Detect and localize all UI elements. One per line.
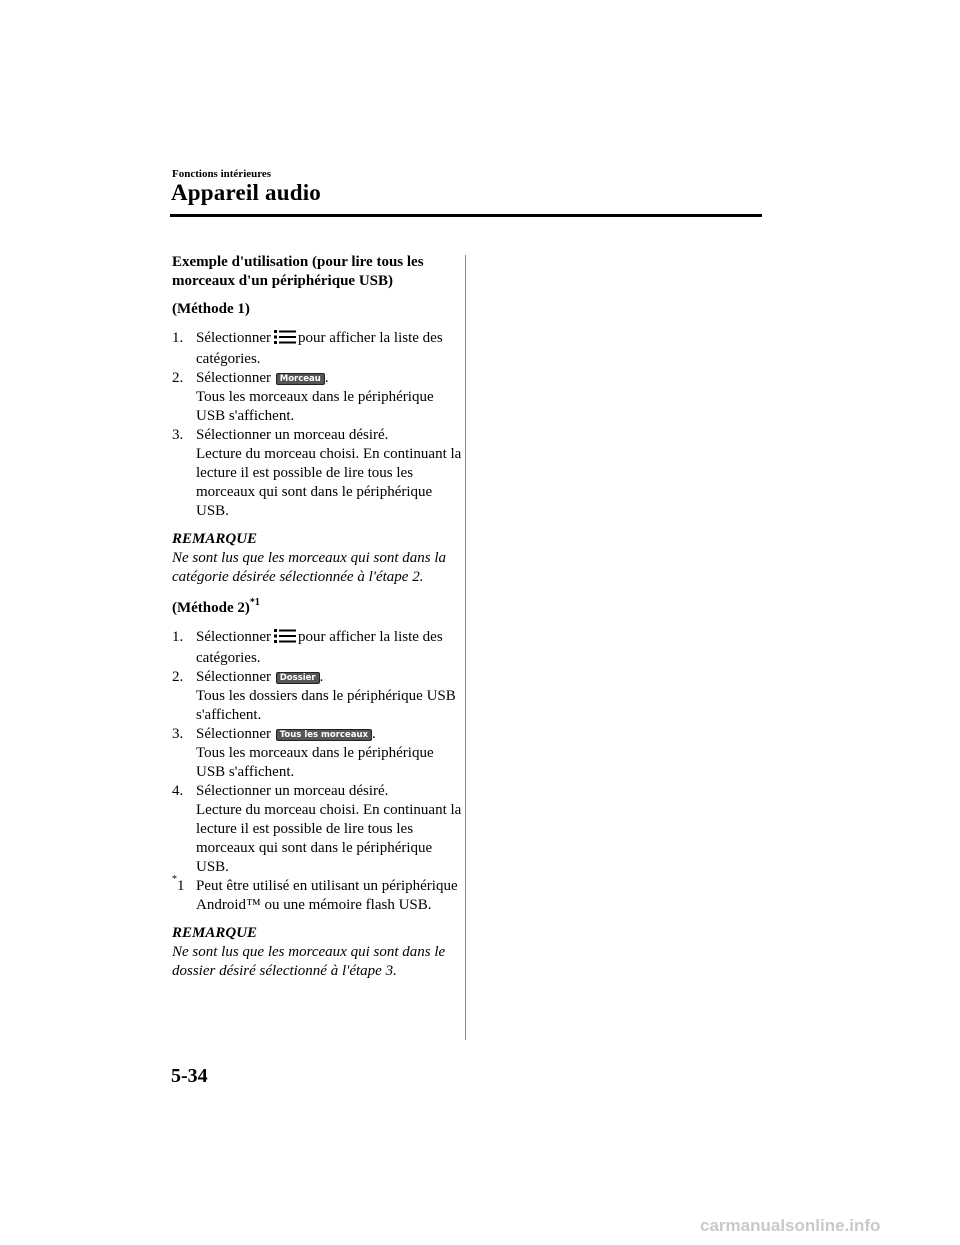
step-text: pour afficher la liste des catégories. [196, 330, 443, 367]
footnote [172, 874, 464, 915]
step-text: Sélectionner un morceau désiré. [196, 427, 389, 443]
method-1-title: (Méthode 1) [172, 301, 250, 317]
chapter-title: Appareil audio [171, 180, 321, 205]
method-2-step-3: 3. Sélectionner Tous les morceaux . Tous les morceaux dans le périphérique USB s'affichent. [172, 726, 434, 780]
title-rule [170, 214, 762, 217]
step-number: 4. [172, 783, 184, 799]
method-2-step-4 [172, 782, 464, 877]
section-label: Fonctions intérieures [172, 168, 272, 180]
morceau-button-icon: Morceau [276, 373, 325, 385]
column-divider [465, 255, 466, 1040]
remark-2 [172, 924, 464, 981]
footnote-text: Peut être utilisé en utilisant un périphérique Android™ ou une mémoire flash USB. [196, 878, 458, 913]
step-text: pour afficher la liste des catégories. [196, 629, 443, 666]
remark-label: REMARQUE [172, 531, 258, 547]
remark-text: Ne sont lus que les morceaux qui sont dans la catégorie désirée sélectionnée à l'étape 2. [172, 550, 447, 585]
method-2-step-2: 2. Sélectionner Dossier . Tous les dossiers dans le périphérique USB s'affichent. [172, 669, 456, 723]
step-text: Sélectionner [196, 669, 271, 685]
remark-label: REMARQUE [172, 925, 258, 941]
method-1-step-3 [172, 426, 464, 521]
step-number: 3. [172, 427, 184, 443]
footnote-mark: *1 [172, 874, 185, 894]
method-1-step-2: 2. Sélectionner Morceau . Tous les morceaux dans le périphérique USB s'affichent. [172, 370, 434, 424]
step-text: Sélectionner [196, 726, 271, 742]
dossier-button-icon: Dossier [276, 672, 320, 684]
tous-les-morceaux-button-icon: Tous les morceaux [276, 729, 372, 741]
step-result: Tous les morceaux dans le périphérique USB s'affichent. [196, 389, 434, 424]
step-number: 3. [172, 726, 184, 742]
footnote-ref: *1 [249, 597, 260, 608]
step-result: Tous les morceaux dans le périphérique USB s'affichent. [196, 745, 434, 780]
page-number: 5-34 [171, 1065, 208, 1087]
list-icon [274, 330, 296, 350]
step-result: Lecture du morceau choisi. En continuant la lecture il est possible de lire tous les morceaux qui sont dans le périphérique USB. [196, 802, 462, 875]
content-column [172, 253, 464, 993]
step-text: Sélectionner [196, 330, 271, 346]
list-icon [274, 629, 296, 649]
watermark: carmanualsonline.info [700, 1216, 881, 1235]
step-result: Tous les dossiers dans le périphérique USB s'affichent. [196, 688, 456, 723]
step-text: Sélectionner un morceau désiré. [196, 783, 389, 799]
section-heading: Exemple d'utilisation (pour lire tous les morceaux d'un périphérique USB) [172, 254, 424, 289]
step-number: 2. [172, 370, 184, 386]
method-1-step-1 [172, 329, 464, 369]
remark-text: Ne sont lus que les morceaux qui sont dans le dossier désiré sélectionné à l'étape 3. [172, 944, 446, 979]
step-text: Sélectionner [196, 629, 271, 645]
step-text: Sélectionner [196, 370, 271, 386]
step-number: 1. [172, 330, 184, 346]
method-2-step-1 [172, 628, 464, 668]
remark-1 [172, 530, 464, 587]
method-2-title: (Méthode 2)$^{*1}$ [172, 597, 260, 616]
step-number: 2. [172, 669, 184, 685]
step-number: 1. [172, 629, 184, 645]
step-result: Lecture du morceau choisi. En continuant la lecture il est possible de lire tous les morceaux qui sont dans le périphérique USB. [196, 446, 462, 519]
